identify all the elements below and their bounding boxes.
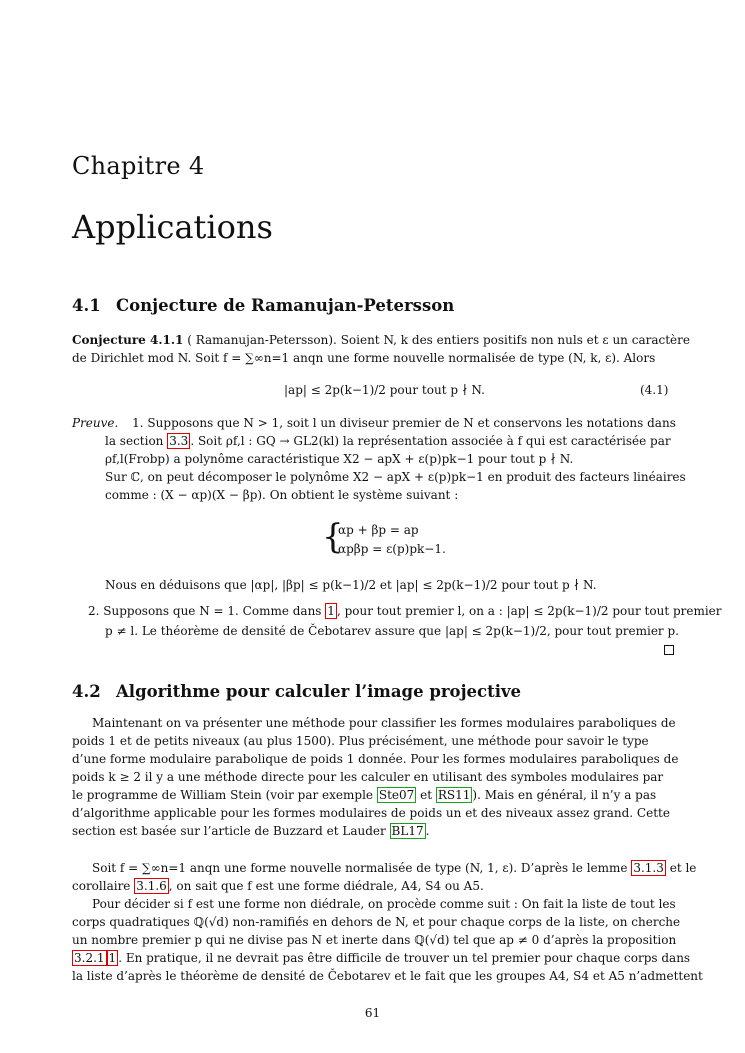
system-brace: { <box>322 517 344 557</box>
proof-line-4: Sur ℂ, on peut décomposer le polynôme X2 − apX + ε(p)pk−1 en produit des facteurs linéaires <box>105 470 686 484</box>
para3-line-4 <box>72 951 690 965</box>
proof-line-2 <box>105 434 671 448</box>
para-text: . En pratique, il ne devrait pas être difficile de trouver un tel premier pour chaque corps dans <box>118 951 691 965</box>
para1-line-7 <box>72 824 429 838</box>
proof-line-5: comme : (X − αp)(X − βp). On obtient le système suivant : <box>105 488 459 502</box>
ref-link-3-3[interactable]: 3.3 <box>169 434 189 448</box>
para-text: corollaire <box>72 879 131 893</box>
para-text: . <box>425 824 430 838</box>
para2-line-1 <box>92 861 696 875</box>
conjecture-label: Conjecture 4.1.1 <box>72 333 184 347</box>
chapter-title: Applications <box>72 208 273 246</box>
conjecture-text-1: ( Ramanujan-Petersson). Soient N, k des entiers positifs non nuls et ε un caractère <box>187 333 690 347</box>
section-heading-4-2 <box>72 682 521 701</box>
para1-line-5 <box>72 788 656 802</box>
para-text: Soit f = ∑∞n=1 anqn une forme nouvelle normalisée de type (N, 1, ε). D’après le lemme <box>92 861 628 875</box>
proof-text: , pour tout premier l, on a : |ap| ≤ 2p(k−1)/2 pour tout premier <box>336 604 722 618</box>
proof-text: la section <box>105 434 164 448</box>
para-text: ). Mais en général, il n’y a pas <box>472 788 657 802</box>
cite-ste07[interactable]: Ste07 <box>378 788 415 802</box>
proof-line-3: ρf,l(Frobp) a polynôme caractéristique X2 − apX + ε(p)pk−1 pour tout p ∤ N. <box>105 452 574 466</box>
proof-text: 2. Supposons que N = 1. Comme dans <box>88 604 322 618</box>
para-text: le programme de William Stein (voir par exemple <box>72 788 374 802</box>
proof-item1-text: 1. Supposons que N > 1, soit l un diviseur premier de N et conservons les notations dans <box>132 416 676 430</box>
cite-bl17[interactable]: BL17 <box>391 824 424 838</box>
page-number: 61 <box>364 1006 381 1020</box>
proof-line-6: Nous en déduisons que |αp|, |βp| ≤ p(k−1)/2 et |ap| ≤ 2p(k−1)/2 pour tout p ∤ N. <box>105 578 597 592</box>
para-text: et le <box>669 861 697 875</box>
para-text: et <box>420 788 433 802</box>
ref-link-1b[interactable]: 1 <box>108 951 117 965</box>
section-number: 4.1 <box>72 296 101 315</box>
section-heading-4-1 <box>72 296 454 315</box>
qed-square-icon <box>664 645 674 655</box>
proof-line-1 <box>72 416 676 430</box>
para2-line-2 <box>72 879 484 893</box>
proof-item2-line-2: p ≠ l. Le théorème de densité de Čebotarev assure que |ap| ≤ 2p(k−1)/2, pour tout premier p. <box>105 624 679 638</box>
para1-line-2: poids 1 et de petits niveaux (au plus 1500). Plus précisément, une méthode pour savoir le type <box>72 734 649 748</box>
system-line-2: αpβp = ε(p)pk−1. <box>338 542 446 556</box>
section-title: Conjecture de Ramanujan-Petersson <box>116 296 455 315</box>
para3-line-1: Pour décider si f est une forme non diédrale, on procède comme suit : On fait la liste de tout les <box>92 897 676 911</box>
conjecture-line-1 <box>72 333 690 347</box>
ref-link-3-1-3[interactable]: 3.1.3 <box>633 861 664 875</box>
para3-line-2: corps quadratiques ℚ(√d) non-ramifiés en dehors de N, et pour chaque corps de la liste, on cherche <box>72 915 681 929</box>
section-title: Algorithme pour calculer l’image projective <box>116 682 522 701</box>
section-number: 4.2 <box>72 682 101 701</box>
para-text: , on sait que f est une forme diédrale, A4, S4 ou A5. <box>168 879 484 893</box>
proof-text: . Soit ρf,l : GQ → GL2(kl) la représentation associée à f qui est caractérisée par <box>190 434 671 448</box>
equation-number: (4.1) <box>640 383 669 397</box>
proof-label: Preuve. <box>72 416 119 430</box>
para1-line-3: d’une forme modulaire parabolique de poids 1 donnée. Pour les formes modulaires paraboliques de <box>72 752 679 766</box>
chapter-number: Chapitre 4 <box>72 152 205 180</box>
ref-link-1[interactable]: 1 <box>327 604 335 618</box>
conjecture-line-2: de Dirichlet mod N. Soit f = ∑∞n=1 anqn une forme nouvelle normalisée de type (N, k, ε). Alors <box>72 351 656 365</box>
para1-line-4: poids k ≥ 2 il y a une méthode directe pour les calculer en utilisant des symboles modulaires par <box>72 770 664 784</box>
para3-line-3: un nombre premier p qui ne divise pas N et inerte dans ℚ(√d) tel que ap ≠ 0 d’après la proposition <box>72 933 677 947</box>
ref-link-3-2-1[interactable]: 3.2.1 <box>74 951 105 965</box>
para3-line-5: la liste d’après le théorème de densité de Čebotarev et le fait que les groupes A4, S4 et A5 n’admettent <box>72 969 703 983</box>
cite-rs11[interactable]: RS11 <box>437 788 471 802</box>
ref-link-3-1-6[interactable]: 3.1.6 <box>136 879 167 893</box>
system-line-1: αp + βp = ap <box>338 523 419 537</box>
para1-line-6: d’algorithme applicable pour les formes modulaires de poids un et des niveaux assez grand. Cette <box>72 806 670 820</box>
para-text: section est basée sur l’article de Buzzard et Lauder <box>72 824 386 838</box>
para1-line-1: Maintenant on va présenter une méthode pour classifier les formes modulaires paraboliques de <box>92 716 676 730</box>
equation-4-1: |ap| ≤ 2p(k−1)/2 pour tout p ∤ N. <box>284 383 485 397</box>
proof-item2-line-1 <box>88 604 722 618</box>
